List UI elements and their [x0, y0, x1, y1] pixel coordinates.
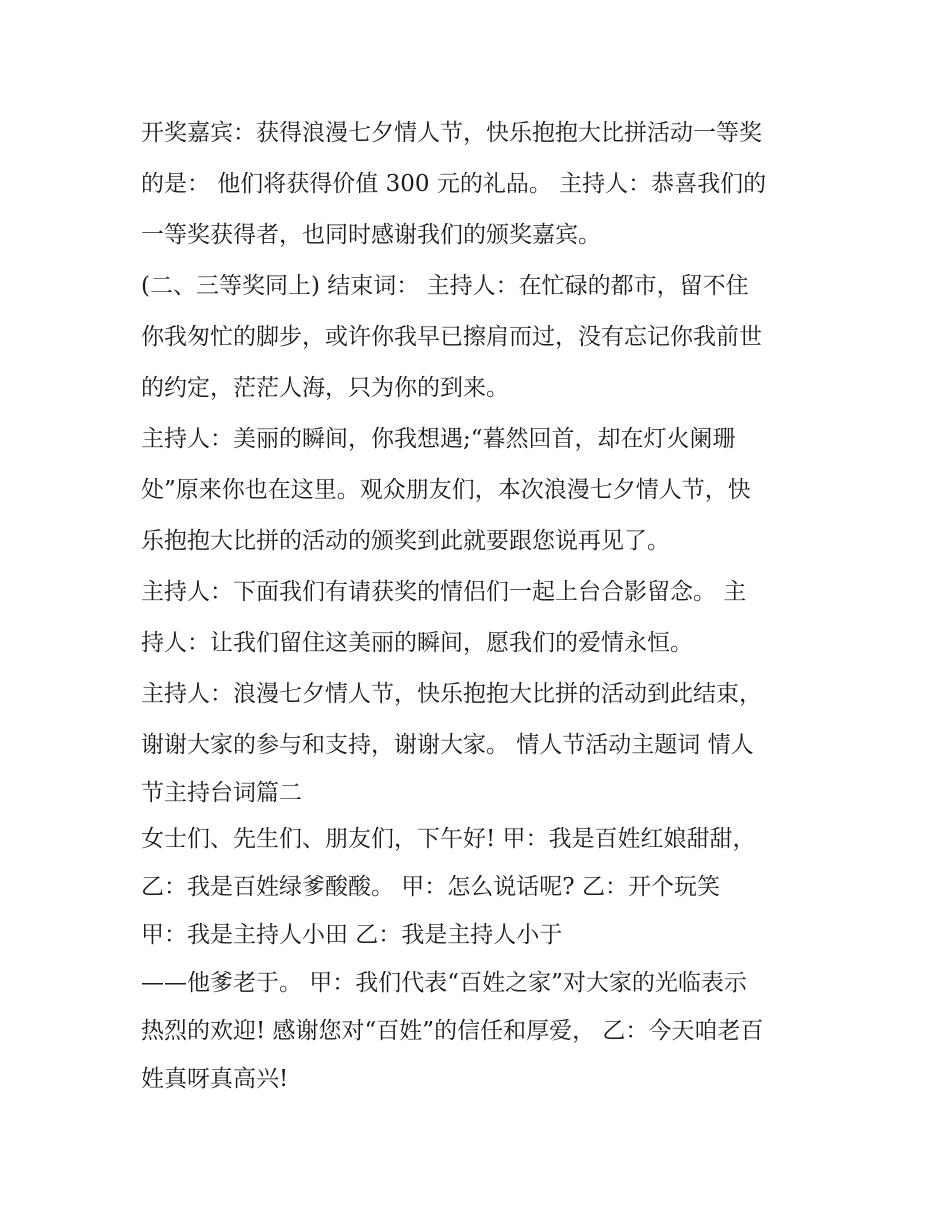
- text-line: 乐抱抱大比拼的活动的颁奖到此就要跟您说再见了。: [141, 528, 670, 554]
- text-line: 乙：我是百姓绿爹酸酸。 甲：怎么说话呢? 乙：开个玩笑: [141, 874, 720, 900]
- text-line: 热烈的欢迎! 感谢您对“百姓”的信任和厚爱， 乙：今天咱老百: [141, 1018, 764, 1044]
- text-line: 主持人：下面我们有请获奖的情侣们一起上台合影留念。 主: [141, 579, 747, 605]
- text-line: 主持人：美丽的瞬间，你我想遇;“暮然回首，却在灯火阑珊: [141, 426, 736, 452]
- text-line: 女士们、先生们、朋友们，下午好! 甲：我是百姓红娘甜甜，: [141, 826, 756, 852]
- text-line: 一等奖获得者，也同时感谢我们的颁奖嘉宾。: [141, 222, 601, 248]
- text-line: 节主持台词篇二: [141, 780, 302, 806]
- text-line: 的是： 他们将获得价值 300 元的礼品。 主持人：恭喜我们的: [141, 171, 767, 197]
- paragraph-second-script: [141, 815, 821, 1103]
- text-line: 你我匆忙的脚步，或许你我早已擦肩而过，没有忘记你我前世: [141, 324, 762, 350]
- text-line: 持人：让我们留住这美丽的瞬间，愿我们的爱情永恒。: [141, 630, 693, 656]
- paragraph-award-first-prize: [141, 108, 821, 261]
- text-line: 处”原来你也在这里。观众朋友们，本次浪漫七夕情人节，快: [141, 477, 751, 503]
- text-line: 主持人：浪漫七夕情人节，快乐抱抱大比拼的活动到此结束，: [141, 681, 762, 707]
- text-line: (二、三等奖同上) 结束词： 主持人：在忙碌的都市，留不住: [141, 273, 749, 299]
- paragraph-host-ending: [141, 669, 821, 815]
- paragraph-host-beautiful-moment: [141, 414, 821, 567]
- paragraph-closing-remarks: [141, 261, 821, 414]
- text-line: 谢谢大家的参与和支持，谢谢大家。 情人节活动主题词 情人: [141, 732, 754, 758]
- text-line: ——他爹老于。 甲：我们代表“百姓之家”对大家的光临表示: [141, 970, 747, 996]
- text-line: 姓真呀真高兴!: [141, 1066, 289, 1092]
- paragraph-host-group-photo: [141, 567, 821, 669]
- text-line: 的约定，茫茫人海，只为你的到来。: [141, 375, 509, 401]
- text-line: 甲：我是主持人小田 乙：我是主持人小于: [141, 922, 563, 948]
- text-line: 开奖嘉宾：获得浪漫七夕情人节，快乐抱抱大比拼活动一等奖: [141, 120, 762, 146]
- document-body: [141, 108, 821, 1103]
